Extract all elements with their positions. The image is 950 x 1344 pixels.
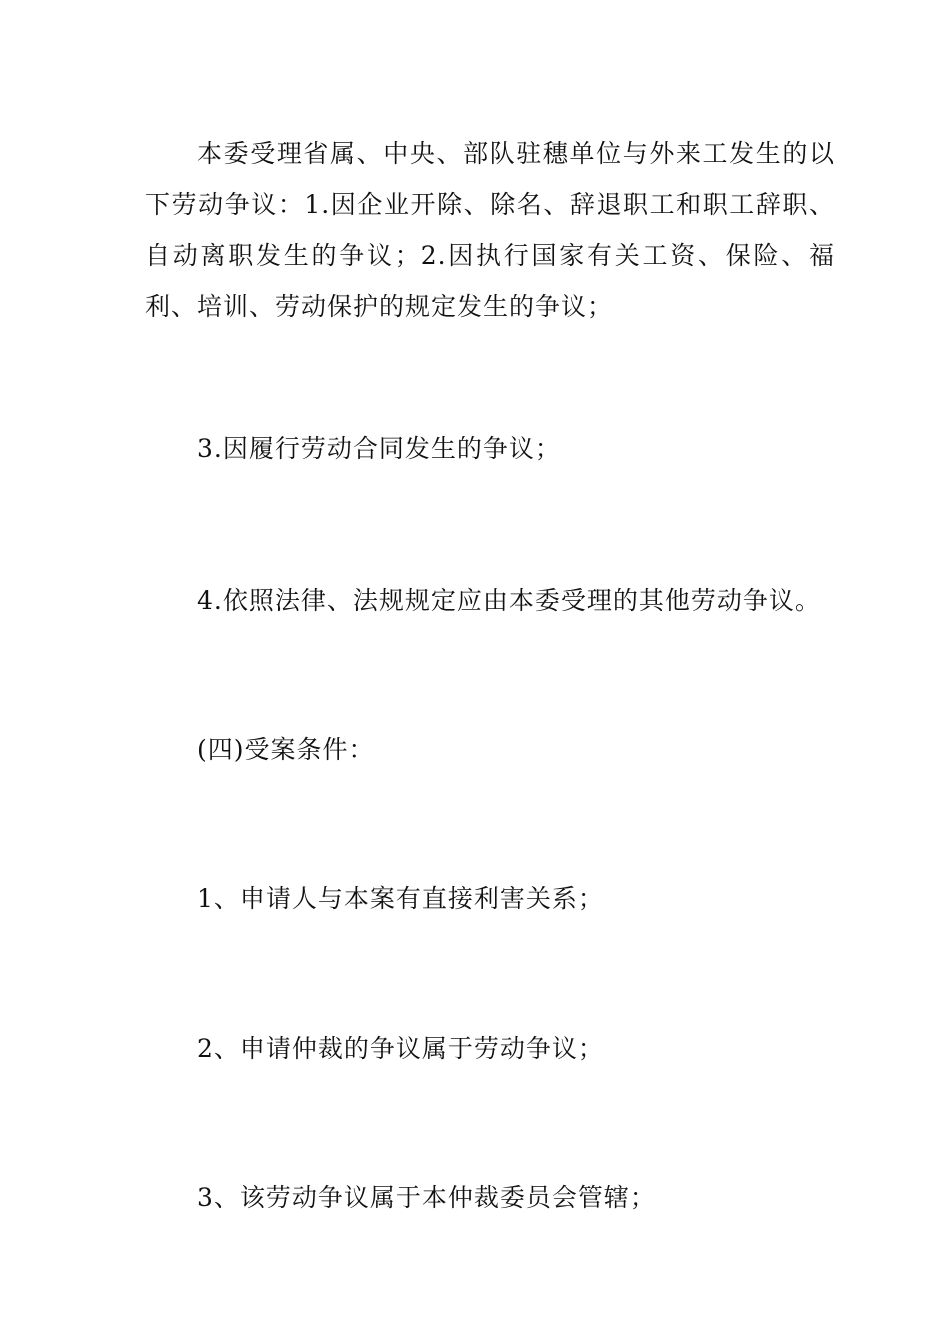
condition-item-1: 1、申请人与本案有直接利害关系；	[197, 884, 604, 913]
dispute-item-4: 4.依照法律、法规规定应由本委受理的其他劳动争议。	[197, 586, 821, 615]
condition-item-3: 3、该劳动争议属于本仲裁委员会管辖；	[197, 1183, 656, 1212]
intro-paragraph: 本委受理省属、中央、部队驻穗单位与外来工发生的以下劳动争议：1.因企业开除、除名、辞退职工和职工辞职、自动离职发生的争议；2.因执行国家有关工资、保险、福利、培训、劳动保护的规定发生的争议；	[145, 139, 835, 321]
condition-item-2: 2、申请仲裁的争议属于劳动争议；	[197, 1034, 604, 1063]
section-heading-acceptance-conditions: (四)受案条件：	[197, 735, 375, 764]
dispute-item-3: 3.因履行劳动合同发生的争议；	[197, 434, 561, 463]
